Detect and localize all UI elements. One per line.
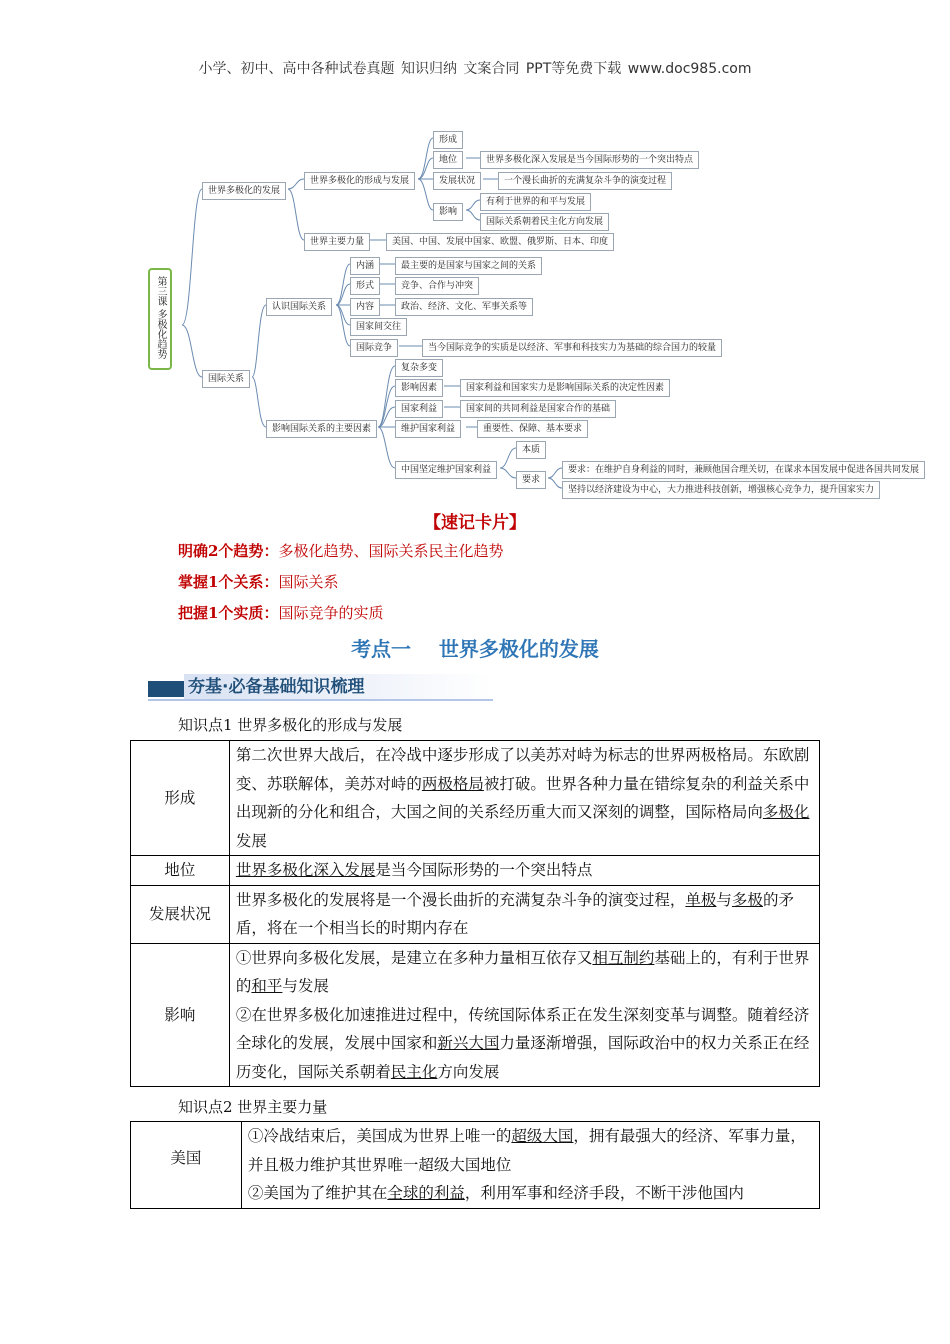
text: 第二次世界大战后，在冷战中逐步形成了以美苏对峙为标志的世界两极格局。东欧剧变、苏联解体，美苏对峙的 (235, 746, 810, 793)
section-heading-2: 知识点2 世界主要力量 (178, 1098, 328, 1116)
blank-answer: 多极化 (762, 803, 810, 821)
mind-map-root: 第三课 多极化趋势 (148, 268, 172, 370)
mm-node: 地位 (433, 151, 463, 169)
row-label: 美国 (131, 1122, 242, 1209)
mm-leaf: 当今国际竞争的实质是以经济、军事和科技实力为基础的综合国力的较量 (422, 339, 722, 357)
mm-leaf: 坚持以经济建设为中心，大力推进科技创新，增强核心竞争力，提升国家实力 (562, 481, 880, 499)
row-label: 发展状况 (131, 885, 230, 943)
mm-leaf: 国家利益和国家实力是影响国际关系的决定性因素 (460, 379, 670, 397)
blank-answer: 和平 (251, 977, 283, 995)
card-line-label: 把握1个实质： (178, 604, 279, 622)
mm-leaf: 国际关系朝着民主化方向发展 (480, 213, 609, 231)
knowledge-table-2 (130, 1121, 820, 1209)
text: ，利用军事和经济手段，不断干涉他国内 (464, 1184, 744, 1202)
card-line-1 (178, 540, 503, 561)
mm-node: 内涵 (350, 257, 380, 275)
mm-node-multipolar: 世界多极化的发展 (202, 182, 286, 200)
text: 力量逐渐增强，国际政治中的权力关系正在经历变化，国际关系朝着 (235, 1034, 810, 1081)
mm-leaf: 要求：在维护自身利益的同时，兼顾他国合理关切，在谋求本国发展中促进各国共同发展 (562, 461, 925, 479)
mm-leaf: 美国、中国、发展中国家、欧盟、俄罗斯、日本、印度 (386, 233, 614, 251)
mm-node: 复杂多变 (395, 359, 443, 377)
text: ②在世界多极化加速推进过程中，传统国际体系正在发生深刻变革与调整。随着经济全球化的发展，发展中国家和 (235, 1005, 810, 1052)
table-row (131, 856, 820, 886)
mm-node-formation: 世界多极化的形成与发展 (304, 172, 415, 190)
mm-node: 影响因素 (395, 379, 443, 397)
table-row (131, 1122, 820, 1209)
section-banner (148, 674, 493, 702)
blank-answer: 全球的利益 (387, 1184, 465, 1202)
mm-node: 发展状况 (433, 172, 481, 190)
text: ①世界向多极化发展，是建立在多种力量相互依存又 (235, 948, 593, 967)
text: 世界多极化的发展将是一个漫长曲折的充满复杂斗争的演变过程， (235, 890, 686, 909)
text: 与发展 (282, 977, 329, 995)
card-title: 【速记卡片】 (424, 513, 526, 533)
blank-answer: 单极 (685, 890, 717, 909)
row-content (241, 1122, 819, 1209)
mm-node-powers: 世界主要力量 (304, 233, 370, 251)
row-content (229, 741, 819, 856)
blank-answer: 两极格局 (421, 774, 484, 793)
card-line-label: 掌握1个关系： (178, 573, 279, 591)
mm-node: 国家利益 (395, 400, 443, 418)
mm-node: 维护国家利益 (395, 420, 461, 438)
text: 基础上的，有利于世界的 (235, 948, 810, 995)
blank-answer: 民主化 (390, 1062, 438, 1081)
mm-leaf: 重要性、保障、基本要求 (477, 420, 588, 438)
mm-leaf: 国家间的共同利益是国家合作的基础 (460, 400, 616, 418)
row-label: 形成 (131, 741, 230, 856)
row-content (229, 885, 819, 943)
mm-node: 内容 (350, 298, 380, 316)
mm-node: 国家间交往 (350, 318, 407, 336)
mm-leaf: 一个漫长曲折的充满复杂斗争的演变过程 (498, 172, 672, 190)
mm-node-international-relations: 国际关系 (202, 370, 250, 388)
blank-answer: 超级大国 (511, 1127, 574, 1145)
card-line-2 (178, 571, 338, 592)
card-line-text: 国际关系 (278, 573, 339, 591)
mm-node: 形成 (433, 131, 463, 149)
card-line-label: 明确2个趋势： (178, 542, 279, 560)
text: 方向发展 (437, 1062, 500, 1081)
text: ①冷战结束后，美国成为世界上唯一的 (247, 1127, 512, 1145)
blank-answer: 世界多极化深入发展 (235, 861, 376, 879)
mm-leaf: 最主要的是国家与国家之间的关系 (395, 257, 542, 275)
row-content (229, 943, 819, 1087)
text: 被打破。世界各种力量在错综复杂的利益关系中出现新的分化和组合，大国之间的关系经历重大而又深刻的调整，国际格局向 (235, 774, 810, 821)
row-label: 地位 (131, 856, 230, 886)
blank-answer: 相互制约 (592, 948, 655, 967)
blank-answer: 新兴大国 (437, 1034, 500, 1052)
mm-leaf: 竞争、合作与冲突 (395, 277, 479, 295)
banner-underline (148, 699, 493, 701)
mm-node: 影响国际关系的主要因素 (266, 420, 377, 438)
card-line-3 (178, 602, 383, 623)
text: ，拥有最强大的经济、军事力量，并且极力维护其世界唯一超级大国地位 (247, 1127, 806, 1174)
banner-text: 夯基·必备基础知识梳理 (184, 674, 493, 700)
banner-bar (148, 681, 184, 697)
text: 与 (716, 890, 732, 909)
knowledge-table-1 (130, 740, 820, 1087)
text: 是当今国际形势的一个突出特点 (375, 861, 593, 879)
table-row (131, 741, 820, 856)
mm-node: 影响 (433, 203, 463, 221)
card-line-text: 国际竞争的实质 (278, 604, 384, 622)
table-row (131, 885, 820, 943)
card-line-text: 多极化趋势、国际关系民主化趋势 (278, 542, 504, 560)
text: 发展 (235, 831, 267, 850)
mm-node: 形式 (350, 277, 380, 295)
mm-node: 本质 (516, 441, 546, 459)
text: 的矛盾，将在一个相当长的时期内存在 (235, 890, 794, 937)
mm-leaf: 政治、经济、文化、军事关系等 (395, 298, 533, 316)
mm-node: 中国坚定维护国家利益 (395, 461, 497, 479)
mind-map (0, 120, 950, 500)
row-label: 影响 (131, 943, 230, 1087)
mm-node: 认识国际关系 (266, 298, 332, 316)
page-header: 小学、初中、高中各种试卷真题 知识归纳 文案合同 PPT等免费下载 www.doc985.com (198, 61, 752, 77)
blank-answer: 多极 (731, 890, 763, 909)
row-content (229, 856, 819, 886)
mm-node: 国际竞争 (350, 339, 398, 357)
text: ②美国为了维护其在 (247, 1184, 388, 1202)
kaodian-title: 考点一 世界多极化的发展 (351, 637, 599, 661)
mm-leaf: 有利于世界的和平与发展 (480, 193, 591, 211)
mm-node: 要求 (516, 471, 546, 489)
section-heading-1: 知识点1 世界多极化的形成与发展 (178, 716, 403, 734)
table-row (131, 943, 820, 1087)
mm-leaf: 世界多极化深入发展是当今国际形势的一个突出特点 (480, 151, 699, 169)
